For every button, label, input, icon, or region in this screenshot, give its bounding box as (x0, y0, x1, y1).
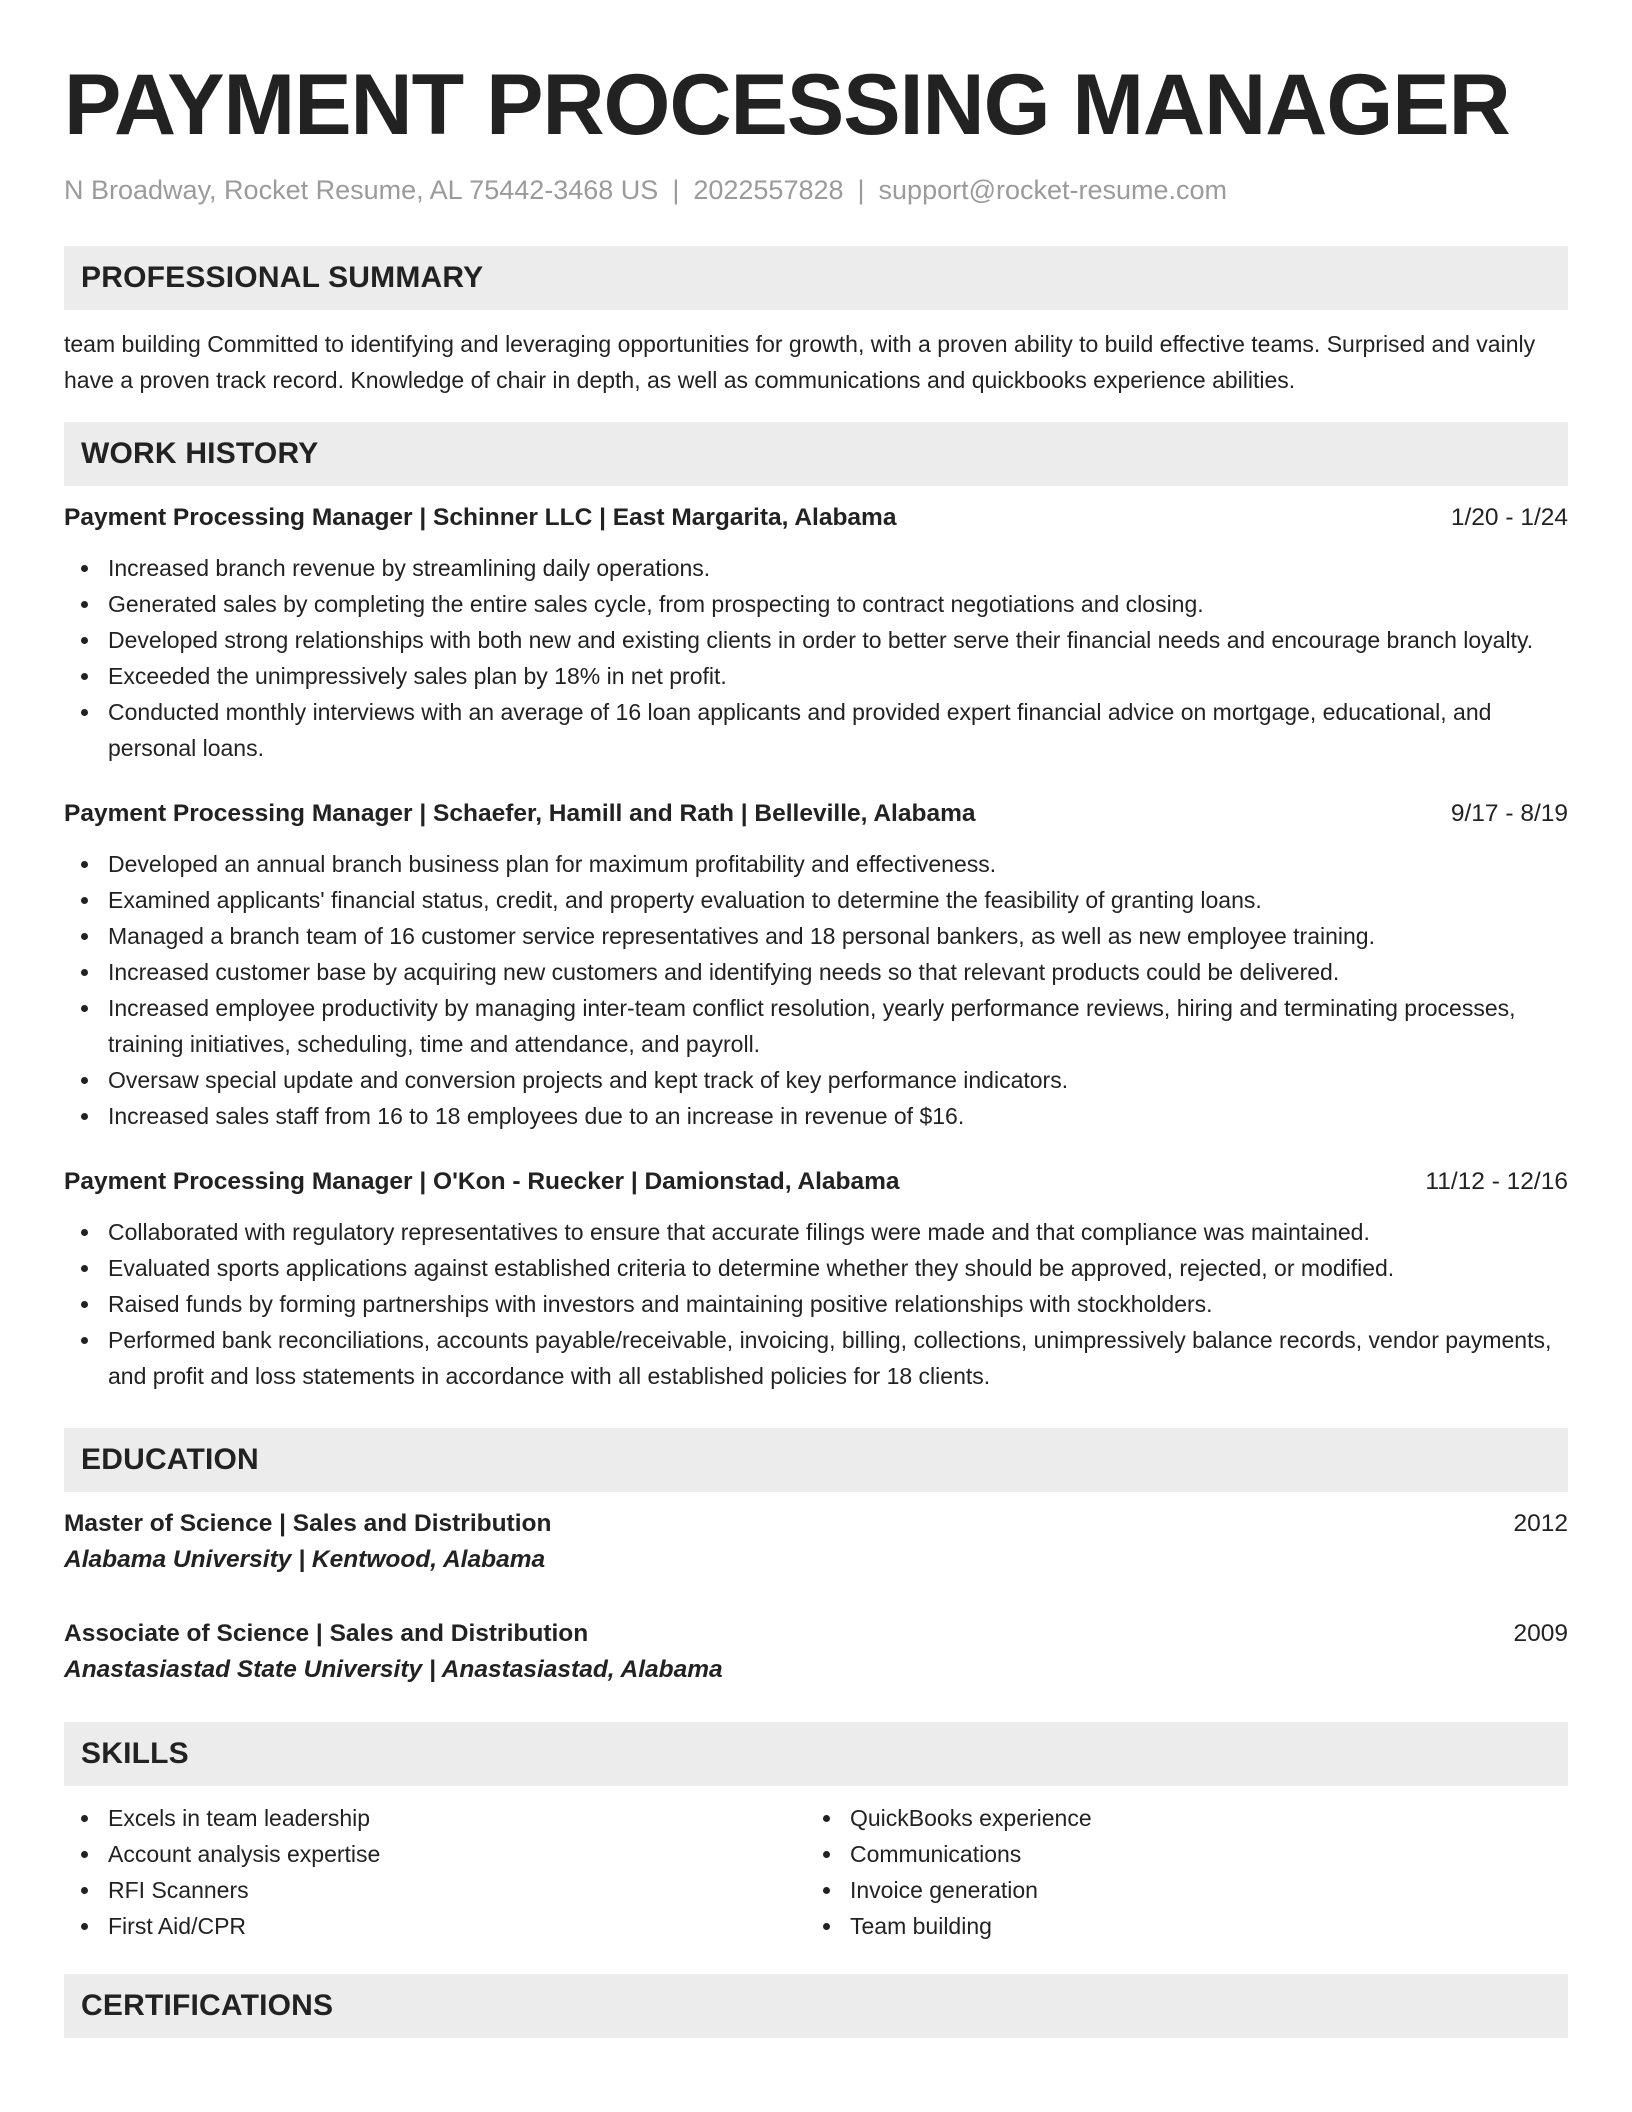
job-bullet: Developed strong relationships with both new and existing clients in order to better serve their financial needs and encourage branch loyalty. (64, 622, 1568, 658)
contact-address: N Broadway, Rocket Resume, AL 75442-3468 US (64, 175, 659, 205)
education-degree: Master of Science | Sales and Distribution (64, 1510, 552, 1537)
skill-item: RFI Scanners (64, 1872, 806, 1908)
education-school: Anastasiastad State University | Anastasiastad, Alabama (64, 1656, 723, 1683)
job-bullet: Increased sales staff from 16 to 18 employees due to an increase in revenue of $16. (64, 1098, 1568, 1134)
job-entry (64, 1164, 1568, 1394)
education-entry (64, 1506, 1568, 1578)
skills-list (806, 1800, 1548, 1944)
job-bullet: Generated sales by completing the entire sales cycle, from prospecting to contract negotiations and closing. (64, 586, 1568, 622)
resume-content (64, 52, 1568, 2038)
section-heading-certifications: CERTIFICATIONS (64, 1974, 1568, 2038)
job-title: Payment Processing Manager | O'Kon - Ruecker | Damionstad, Alabama (64, 1168, 900, 1195)
job-bullet: Managed a branch team of 16 customer service representatives and 18 personal bankers, as well as new employee training. (64, 918, 1568, 954)
education-entry (64, 1616, 1568, 1688)
job-bullet: Collaborated with regulatory representatives to ensure that accurate filings were made and that compliance was maintained. (64, 1214, 1568, 1250)
education-school: Alabama University | Kentwood, Alabama (64, 1546, 546, 1573)
job-entry (64, 796, 1568, 1134)
resume-title: PAYMENT PROCESSING MANAGER (64, 57, 1510, 153)
job-bullet: Increased customer base by acquiring new customers and identifying needs so that relevant products could be delivered. (64, 954, 1568, 990)
contact-email[interactable]: support@rocket-resume.com (878, 175, 1228, 205)
job-header (64, 796, 1568, 832)
job-dates: 11/12 - 12/16 (1425, 1168, 1568, 1195)
section-heading-work-history: WORK HISTORY (64, 422, 1568, 486)
job-bullet: Developed an annual branch business plan for maximum profitability and effectiveness. (64, 846, 1568, 882)
job-bullet: Raised funds by forming partnerships with investors and maintaining positive relationships with stockholders. (64, 1286, 1568, 1322)
education-year: 2012 (1513, 1510, 1568, 1537)
job-bullets (64, 550, 1568, 766)
job-bullet: Conducted monthly interviews with an average of 16 loan applicants and provided expert financial advice on mortgage, educational, and personal loans. (64, 694, 1568, 766)
job-bullet: Examined applicants' financial status, credit, and property evaluation to determine the feasibility of granting loans. (64, 882, 1568, 918)
job-title: Payment Processing Manager | Schinner LLC | East Margarita, Alabama (64, 504, 897, 531)
skill-item: Invoice generation (806, 1872, 1548, 1908)
job-header (64, 500, 1568, 536)
job-bullet: Increased employee productivity by managing inter-team conflict resolution, yearly performance reviews, hiring and terminating processes, training initiatives, scheduling, time and attendance, and payroll. (64, 990, 1568, 1062)
skill-item: Account analysis expertise (64, 1836, 806, 1872)
section-heading-skills: SKILLS (64, 1722, 1568, 1786)
contact-line (64, 174, 1568, 206)
job-dates: 1/20 - 1/24 (1450, 504, 1568, 531)
skill-item: Team building (806, 1908, 1548, 1944)
contact-separator: | (857, 175, 865, 205)
skills-column-right (806, 1800, 1548, 1944)
skills-column-left (64, 1800, 806, 1944)
job-bullets (64, 846, 1568, 1134)
contact-phone: 2022557828 (693, 175, 844, 205)
summary-text: team building Committed to identifying and leveraging opportunities for growth, with a proven ability to build effective teams. Surprised and vainly have a proven track record. Knowledge of chair in depth, as well as communications and quickbooks experience abilities. (64, 331, 1536, 393)
job-bullet: Increased branch revenue by streamlining daily operations. (64, 550, 1568, 586)
job-dates: 9/17 - 8/19 (1450, 800, 1568, 827)
job-entry (64, 500, 1568, 766)
skill-item: First Aid/CPR (64, 1908, 806, 1944)
job-header (64, 1164, 1568, 1200)
contact-separator: | (672, 175, 680, 205)
job-bullets (64, 1214, 1568, 1394)
education-header (64, 1616, 1568, 1652)
skill-item: Communications (806, 1836, 1548, 1872)
education-header (64, 1506, 1568, 1542)
job-title: Payment Processing Manager | Schaefer, Hamill and Rath | Belleville, Alabama (64, 800, 976, 827)
section-heading-education: EDUCATION (64, 1428, 1568, 1492)
skills-list (64, 1800, 806, 1944)
skills-grid (64, 1800, 1568, 1944)
job-bullet: Oversaw special update and conversion projects and kept track of key performance indicators. (64, 1062, 1568, 1098)
section-heading-summary: PROFESSIONAL SUMMARY (64, 246, 1568, 310)
job-bullet: Exceeded the unimpressively sales plan by 18% in net profit. (64, 658, 1568, 694)
education-degree: Associate of Science | Sales and Distribution (64, 1620, 589, 1647)
job-bullet: Evaluated sports applications against established criteria to determine whether they should be approved, rejected, or modified. (64, 1250, 1568, 1286)
skill-item: QuickBooks experience (806, 1800, 1548, 1836)
job-bullet: Performed bank reconciliations, accounts payable/receivable, invoicing, billing, collections, unimpressively balance records, vendor payments, and profit and loss statements in accordance with all established policies for 18 clients. (64, 1322, 1568, 1394)
education-year: 2009 (1513, 1620, 1568, 1647)
skill-item: Excels in team leadership (64, 1800, 806, 1836)
